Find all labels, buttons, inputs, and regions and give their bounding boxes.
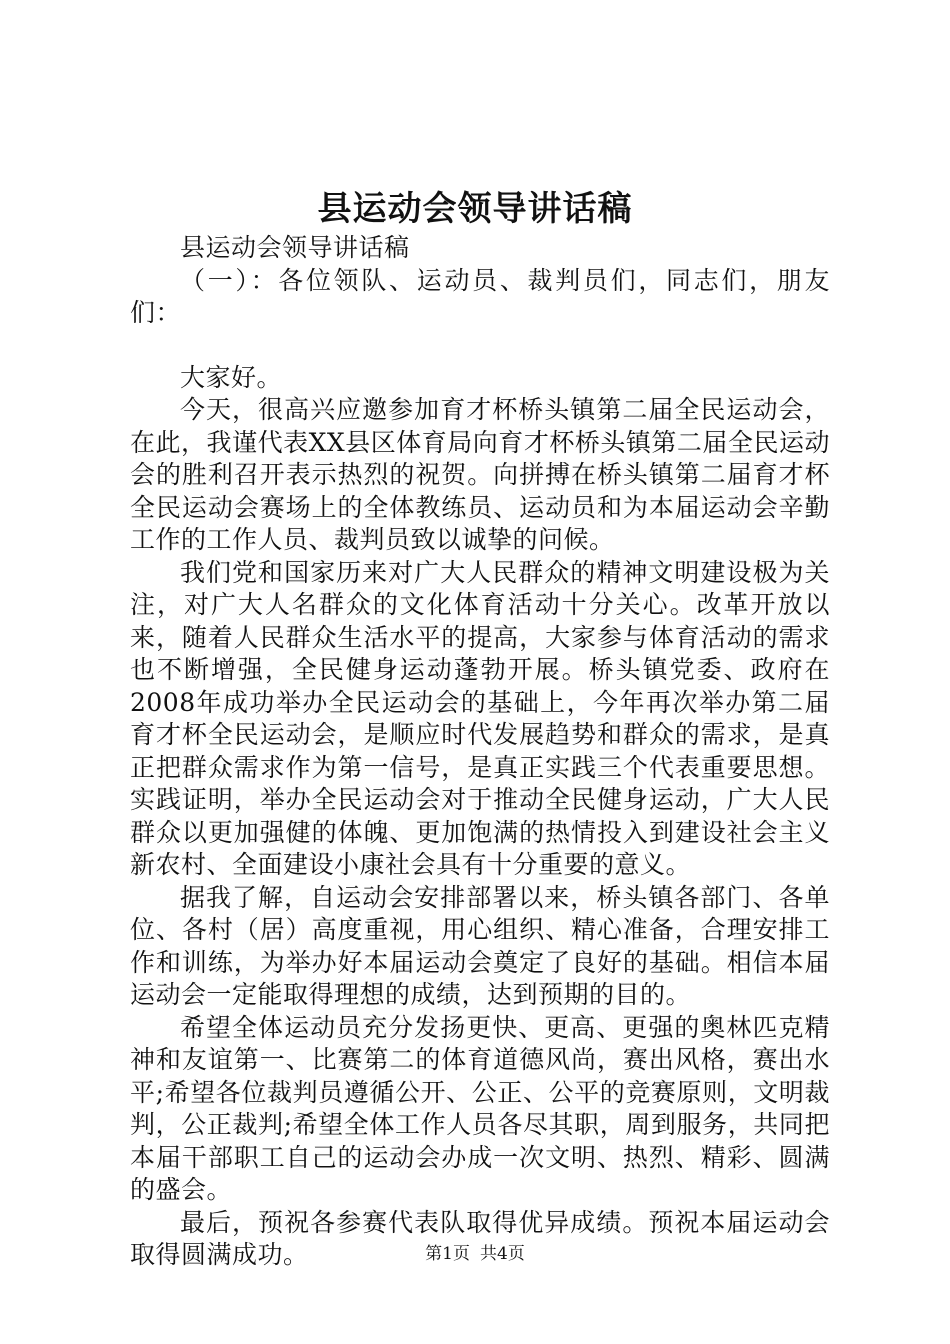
page-number: 第1页 — [425, 1244, 470, 1264]
page-total: 共4页 — [480, 1244, 525, 1264]
paragraph-closing: 最后，预祝各参赛代表队取得优异成绩。预祝本届运动会取得圆满成功。 — [130, 1207, 830, 1269]
paragraph-salutation: （一）：各位领队、运动员、裁判员们，同志们，朋友们： — [130, 265, 830, 327]
document-body — [130, 232, 830, 1272]
paragraph-subtitle: 县运动会领导讲话稿 — [180, 233, 410, 262]
document-title: 县运动会领导讲话稿 — [317, 189, 633, 229]
paragraph-preparation: 据我了解，自运动会安排部署以来，桥头镇各部门、各单位、各村（居）高度重视，用心组织、精心准备，合理安排工作和训练，为举办好本届运动会奠定了良好的基础。相信本届运动会一定能取得理想的成绩，达到预期的目的。 — [130, 882, 830, 1009]
paragraph-hopes: 希望全体运动员充分发扬更快、更高、更强的奥林匹克精神和友谊第一、比赛第二的体育道德风尚，赛出风格，赛出水平;希望各位裁判员遵循公开、公正、公平的竞赛原则，文明裁判，公正裁判;希望全体工作人员各尽其职，周到服务，共同把本届干部职工自己的运动会办成一次文明、热烈、精彩、圆满的盛会。 — [130, 1012, 830, 1204]
paragraph-background: 我们党和国家历来对广大人民群众的精神文明建设极为关注，对广大人名群众的文化体育活动十分关心。改革开放以来，随着人民群众生活水平的提高，大家参与体育活动的需求也不断增强，全民健身运动蓬勃开展。桥头镇党委、政府在2008年成功举办全民运动会的基础上，今年再次举办第二届育才杯全民运动会，是顺应时代发展趋势和群众的需求，是真正把群众需求作为第一信号，是真正实践三个代表重要思想。实践证明，举办全民运动会对于推动全民健身运动，广大人民群众以更加强健的体魄、更加饱满的热情投入到建设社会主义新农村、全面建设小康社会具有十分重要的意义。 — [130, 557, 830, 879]
paragraph-greeting: 大家好。 — [180, 362, 283, 392]
page-footer — [0, 1242, 950, 1266]
paragraph-opening: 今天，很高兴应邀参加育才杯桥头镇第二届全民运动会，在此，我谨代表XX县区体育局向育才杯桥头镇第二届全民运动会的胜利召开表示热烈的祝贺。向拼搏在桥头镇第二届育才杯全民运动会赛场上的全体教练员、运动员和为本届运动会辛勤工作的工作人员、裁判员致以诚挚的问候。 — [130, 395, 830, 554]
